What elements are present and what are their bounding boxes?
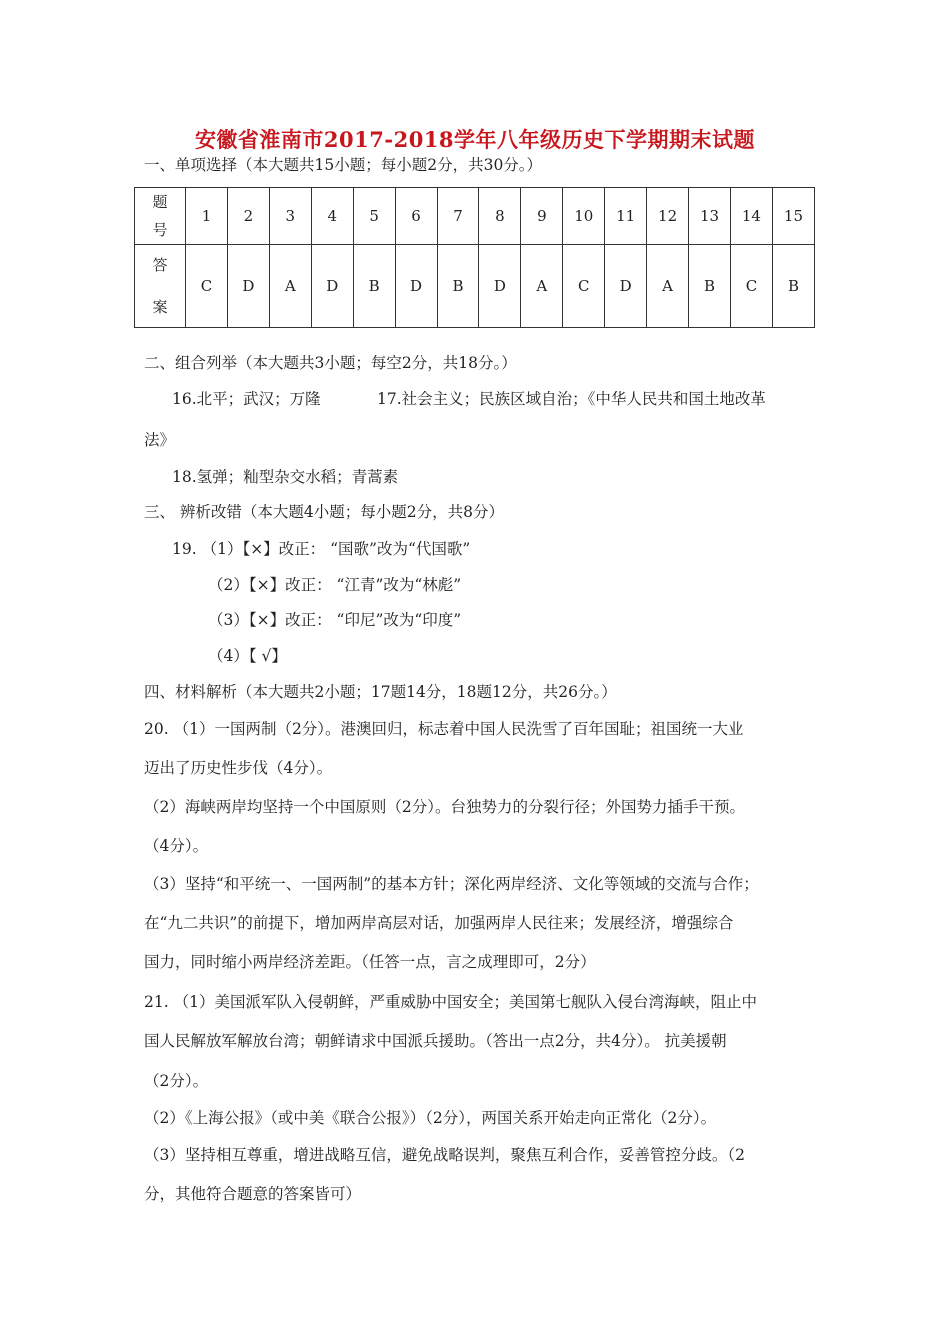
question-header-char: 号 — [152, 221, 168, 239]
answer-line: 19. （1）【×】改正： “国歌”改为“代国歌” — [172, 540, 471, 558]
question-number: 12 — [647, 188, 689, 245]
question-number: 5 — [353, 188, 395, 245]
answer-header-char: 答 — [152, 256, 168, 274]
question-header-char: 题 — [152, 193, 168, 211]
table-row-answers — [135, 245, 815, 328]
answer-letter: A — [647, 245, 689, 328]
section4-heading: 四、材料解析（本大题共2小题；17题14分，18题12分，共26分。） — [144, 683, 617, 701]
question-number: 9 — [521, 188, 563, 245]
answer-table — [134, 187, 815, 328]
answer-line: （3）坚持相互尊重，增进战略互信，避免战略误判，聚焦互利合作，妥善管控分歧。（2 — [144, 1146, 745, 1164]
question-number: 8 — [479, 188, 521, 245]
question-number: 15 — [772, 188, 814, 245]
answer-line: 分，其他符合题意的答案皆可） — [144, 1185, 362, 1203]
question-number: 10 — [563, 188, 605, 245]
answer-line: （2分）。 — [144, 1072, 209, 1090]
section3-heading: 三、 辨析改错（本大题4小题；每小题2分，共8分） — [144, 503, 505, 521]
answer-line: （2）海峡两岸均坚持一个中国原则（2分）。台独势力的分裂行径；外国势力插手干预。 — [144, 798, 745, 816]
answer-line: （3）坚持“和平统一、一国两制”的基本方针；深化两岸经济、文化等领域的交流与合作； — [144, 875, 759, 893]
question-number: 11 — [605, 188, 647, 245]
answer-line: （4分）。 — [144, 837, 209, 855]
answer-line: （2）《上海公报》（或中美《联合公报》）（2分），两国关系开始走向正常化（2分）。 — [144, 1109, 717, 1127]
question-header-cell — [135, 188, 186, 245]
answer-letter: C — [563, 245, 605, 328]
answer-line: 16.北平；武汉；万隆 — [172, 390, 321, 408]
section1-heading: 一、单项选择（本大题共15小题；每小题2分，共30分。） — [144, 156, 543, 174]
question-number: 1 — [186, 188, 228, 245]
question-number: 14 — [730, 188, 772, 245]
answer-letter: D — [605, 245, 647, 328]
question-number: 2 — [227, 188, 269, 245]
section2-heading: 二、组合列举（本大题共3小题；每空2分，共18分。） — [144, 354, 517, 372]
answer-letter: B — [353, 245, 395, 328]
answer-line: 法》 — [144, 431, 176, 449]
answer-header-cell — [135, 245, 186, 328]
answer-letter: B — [772, 245, 814, 328]
answer-letter: B — [437, 245, 479, 328]
answer-line: 20. （1）一国两制（2分）。港澳回归，标志着中国人民洗雪了百年国耻；祖国统一大业 — [144, 720, 744, 738]
answer-header-char: 案 — [152, 298, 168, 316]
answer-letter: C — [730, 245, 772, 328]
answer-letter: A — [269, 245, 311, 328]
answer-letter: A — [521, 245, 563, 328]
answer-letter: D — [311, 245, 353, 328]
answer-line: 国人民解放军解放台湾；朝鲜请求中国派兵援助。（答出一点2分，共4分）。 抗美援朝 — [144, 1032, 727, 1050]
question-number: 13 — [689, 188, 731, 245]
answer-line: 迈出了历史性步伐（4分）。 — [144, 759, 333, 777]
answer-line: （2）【×】改正： “江青”改为“林彪” — [208, 576, 462, 594]
question-number: 4 — [311, 188, 353, 245]
page-title: 安徽省淮南市2017-2018学年八年级历史下学期期末试题 — [194, 127, 756, 152]
answer-letter: D — [479, 245, 521, 328]
answer-line: 17.社会主义；民族区域自治；《中华人民共和国土地改革 — [377, 390, 766, 408]
question-number: 7 — [437, 188, 479, 245]
answer-letter: D — [395, 245, 437, 328]
answer-letter: D — [227, 245, 269, 328]
table-row-numbers — [135, 188, 815, 245]
answer-letter: C — [186, 245, 228, 328]
answer-letter: B — [689, 245, 731, 328]
answer-line: （4）【 √】 — [208, 647, 287, 665]
answer-line: 21. （1）美国派军队入侵朝鲜，严重威胁中国安全；美国第七舰队入侵台湾海峡，阻止中 — [144, 993, 757, 1011]
answer-line: 在“九二共识”的前提下，增加两岸高层对话，加强两岸人民往来；发展经济，增强综合 — [144, 914, 734, 932]
answer-line: （3）【×】改正： “印尼”改为“印度” — [208, 611, 462, 629]
question-number: 6 — [395, 188, 437, 245]
answer-line: 国力，同时缩小两岸经济差距。（任答一点，言之成理即可，2分） — [144, 953, 596, 971]
question-number: 3 — [269, 188, 311, 245]
answer-line: 18.氢弹；籼型杂交水稻；青蒿素 — [172, 468, 399, 486]
